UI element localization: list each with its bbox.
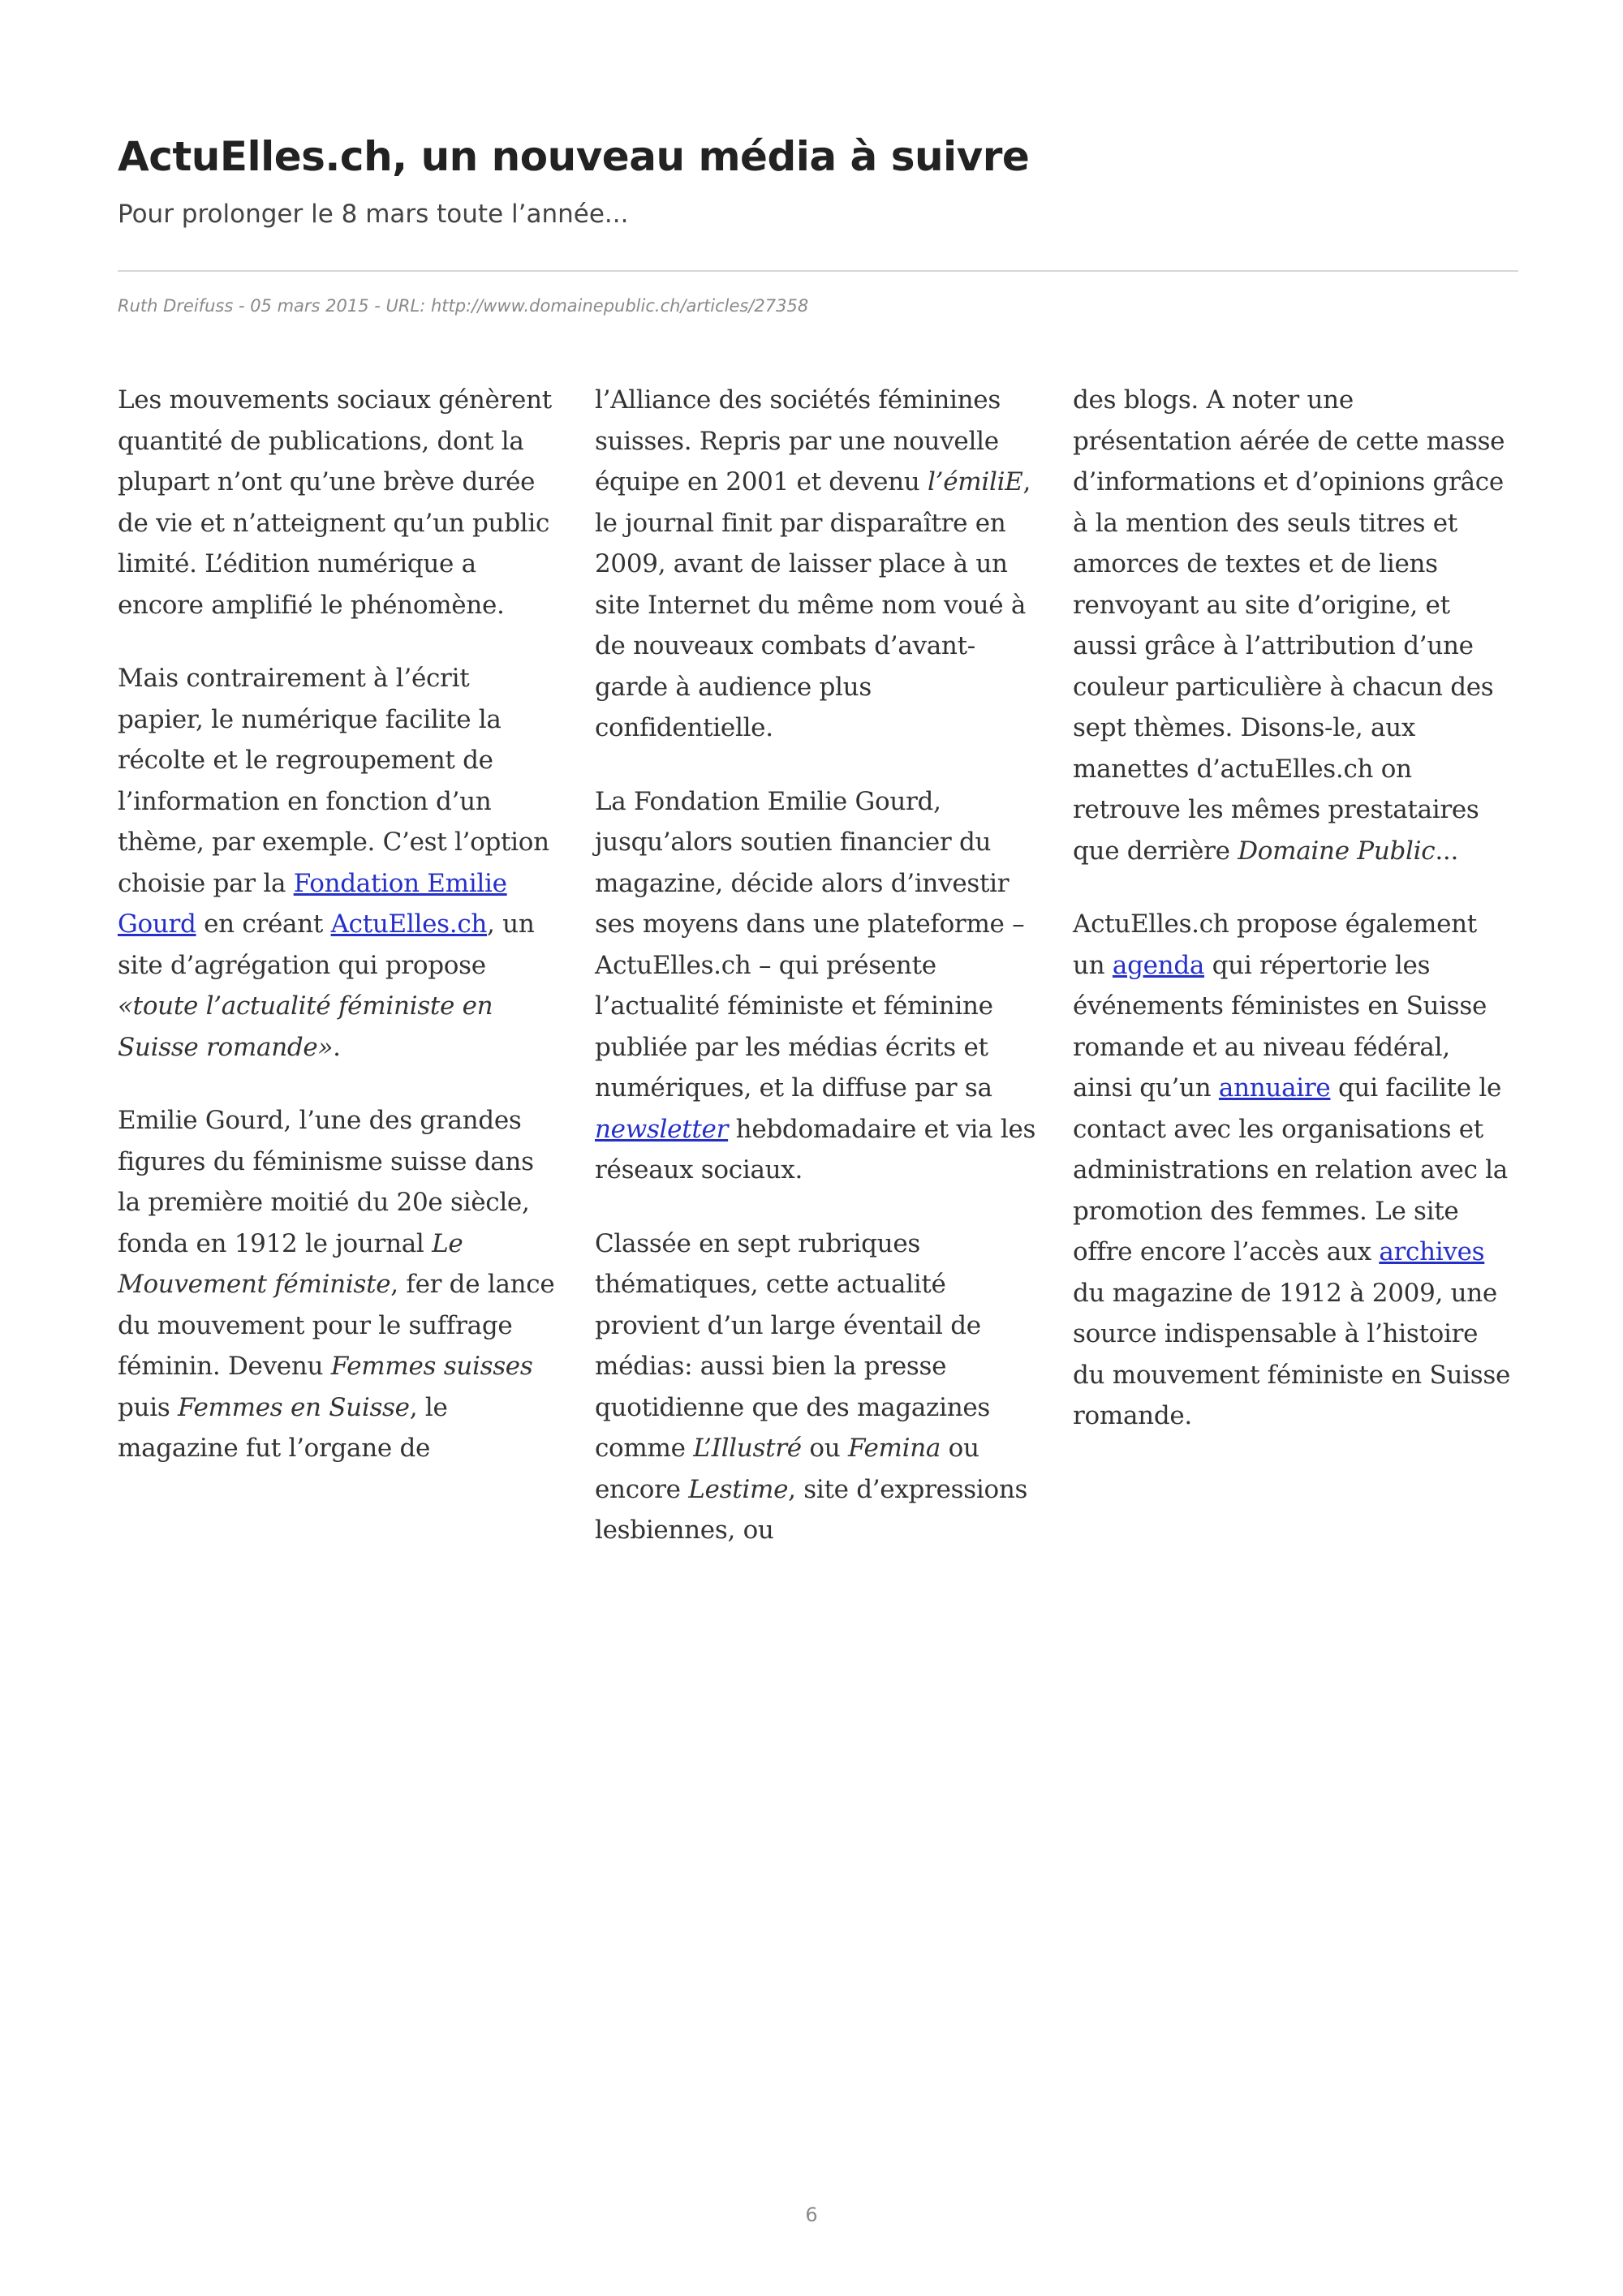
link-agenda[interactable]: agenda [1112,950,1205,980]
link-actuelles[interactable]: ActuElles.ch [330,909,488,939]
link-newsletter[interactable]: newsletter [595,1114,729,1144]
link-fondation-emilie-gourd[interactable]: Fondation Emilie Gourd [118,868,507,939]
page-number: 6 [805,2204,818,2226]
paragraph-1: Les mouvements sociaux génèrent quantité de publications, dont la plupart n’ont qu’une brève durée de vie et n’atteignent qu’un public limité. L’édition numérique a encore amplifié le phénomène. [118,385,552,620]
paragraph-5-continued-text: des blogs. A noter une présentation aérée de cette masse d’informations et d’opinions grâce à la mention des seuls titres et amorces de textes et de liens renvoyant au site d’origine, et aussi grâce à l’attribution d’une couleur particulière à chacun des sept thèmes. Disons-le, aux manettes d’actuElles.ch on retrouve les mêmes prestataires que derrière [1073,385,1505,866]
text-column-1 [118,380,560,1502]
paragraph-2: Mais contrairement à l’écrit papier, le numérique facilite la récolte et le regroupement de l’information en fonction d’un thème, par exemple. C’est l’option choisie par la Fondation Emilie Gourd en créant ActuElles.ch, un site d’agrégation qui propose «toute l’actualité féministe en Suisse romande». [118,664,549,1062]
paragraph-3-continued-text: l’Alliance des sociétés féminines suisses. Repris par une nouvelle équipe en 2001 et devenu [595,385,1001,497]
paragraph-5: Classée en sept rubriques thématiques, cette actualité provient d’un large éventail de médias: aussi bien la presse quotidienne que des magazines comme L’Illustré ou Femina ou encore Lestime, site d’expressions lesbiennes, ou [595,1228,1028,1545]
header-divider [118,270,1518,272]
paragraph-3-continued-end: , le journal finit par disparaître en 2009, avant de laisser place à un site Internet du même nom voué à de nouveaux combats d’avant-garde à audience plus confidentielle. [595,467,1031,742]
text-column-3 [1073,380,1515,1469]
paragraph-3-continued: l’Alliance des sociétés féminines suisses. Repris par une nouvelle équipe en 2001 et devenu l’émiliE, le journal finit par disparaître en 2009, avant de laisser place à un site Internet du même nom voué à de nouveaux combats d’avant-garde à audience plus confidentielle. [595,385,1031,742]
text-column-2 [595,380,1037,1584]
article-byline: Ruth Dreifuss - 05 mars 2015 - URL: http://www.domainepublic.ch/articles/27358 [118,296,809,316]
article-subtitle: Pour prolonger le 8 mars toute l’année... [118,200,629,229]
paragraph-4: La Fondation Emilie Gourd, jusqu’alors soutien financier du magazine, décide alors d’investir ses moyens dans une plateforme – ActuElles.ch – qui présente l’actualité féministe et féminine publiée par les médias écrits et numériques, et la diffuse par sa newsletter hebdomadaire et via les réseaux sociaux. [595,786,1036,1185]
paragraph-6: ActuElles.ch propose également un agenda qui répertorie les événements féministes en Suisse romande et au niveau fédéral, ainsi qu’un annuaire qui facilite le contact avec les organisations et administrations en relation avec la promotion des femmes. Le site offre encore l’accès aux archives du magazine de 1912 à 2009, une source indispensable à l’histoire du mouvement féministe en Suisse romande. [1073,909,1510,1430]
paragraph-5-part-1-end: , site d’expressions lesbiennes, ou [595,1474,1028,1545]
paragraph-5-continued: des blogs. A noter une présentation aérée de cette masse d’informations et d’opinions grâce à la mention des seuls titres et amorces de textes et de liens renvoyant au site d’origine, et aussi grâce à l’attribution d’une couleur particulière à chacun des sept thèmes. Disons-le, aux manettes d’actuElles.ch on retrouve les mêmes prestataires que derrière Domaine Public... [1073,385,1505,866]
article-title: ActuElles.ch, un nouveau média à suivre [118,133,1030,180]
link-archives[interactable]: archives [1379,1237,1485,1266]
link-annuaire[interactable]: annuaire [1218,1073,1331,1103]
paragraph-3-part-1-end: , le magazine fut l’organe de [118,1392,448,1463]
paragraph-3: Emilie Gourd, l’une des grandes figures du féminisme suisse dans la première moitié du 20e siècle, fonda en 1912 le journal Le Mouvement féministe, fer de lance du mouvement pour le suffrage féminin. Devenu Femmes suisses puis Femmes en Suisse, le magazine fut l’organe de [118,1106,555,1463]
